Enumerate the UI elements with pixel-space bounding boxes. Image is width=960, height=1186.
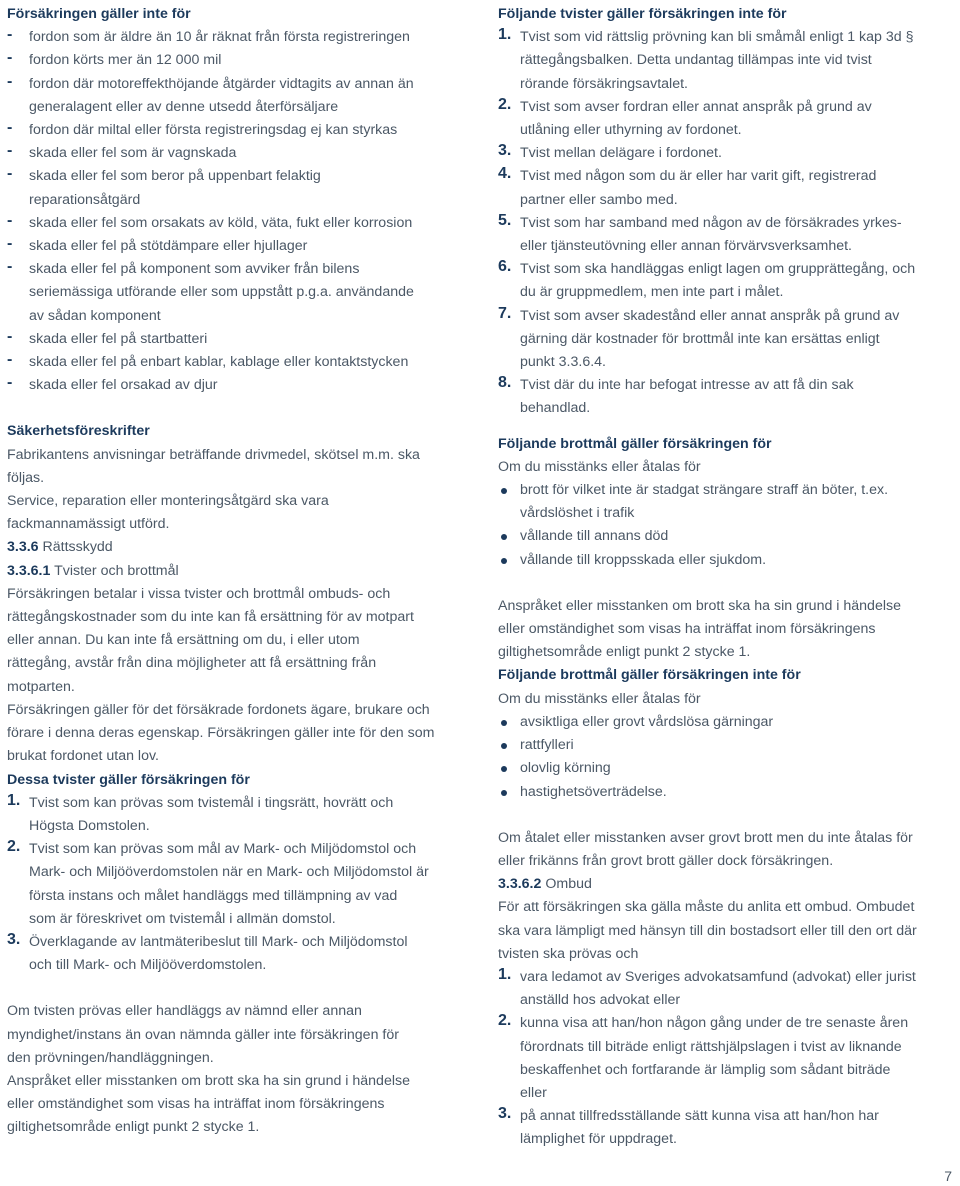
list-item	[7, 119, 475, 142]
dash-marker: -	[7, 327, 13, 345]
list-item	[7, 351, 475, 374]
list-item-text: skada eller fel som orsakats av köld, väta, fukt eller korrosion	[29, 214, 413, 231]
item-number: 2.	[498, 1012, 512, 1030]
paragraph-line: ska vara lämpligt med hänsyn till din bostadsort eller till den ort där	[498, 922, 917, 939]
list-item	[7, 235, 475, 258]
page-number: 7	[944, 1168, 952, 1184]
paragraph-line: förare i denna deras egenskap. Försäkringen gäller inte för den som	[7, 725, 435, 742]
list-item-text: skada eller fel orsakad av djur	[29, 377, 218, 394]
bullet-dot	[501, 534, 507, 540]
bullet-item	[498, 757, 956, 780]
paragraph-line: rättegångskostnader som du inte kan få ersättning för av motpart	[7, 609, 414, 626]
list-item-text: Överklagande av lantmäteribeslut till Mark- och Miljödomstol	[29, 933, 408, 950]
bullet-dot	[501, 720, 507, 726]
list-item-text: skada eller fel på enbart kablar, kablage eller kontaktstycken	[29, 354, 409, 371]
list-item-text: vållande till kroppsskada eller sjukdom.	[520, 551, 767, 568]
heading-exclusions: Försäkringen gäller inte för	[7, 6, 191, 22]
list-item-text: skada eller fel som beror på uppenbart felaktig	[29, 168, 321, 185]
dash-marker: -	[7, 351, 13, 369]
list-item-text: Tvist som kan prövas som mål av Mark- och Miljödomstol och	[29, 841, 417, 858]
list-item-text: hastighetsöverträdelse.	[520, 783, 667, 800]
list-item-text: Tvist mellan delägare i fordonet.	[520, 145, 722, 162]
list-item-text: första instans och målet handläggs med tillämpning av vad	[29, 887, 398, 904]
list-item-text: brott för vilket inte är stadgat strängare straff än böter, t.ex.	[520, 482, 889, 499]
numbered-item	[498, 1105, 956, 1151]
paragraph-line: eller omständighet som visas ha inträffat inom försäkringens	[498, 621, 876, 638]
paragraph-line: Fabrikantens anvisningar beträffande drivmedel, skötsel m.m. ska	[7, 446, 420, 463]
list-item-text: rörande försäkringsavtalet.	[520, 75, 688, 92]
item-number: 8.	[498, 374, 512, 392]
numbered-item	[498, 966, 956, 1012]
list-item	[7, 73, 475, 119]
numbered-item	[498, 374, 956, 420]
dash-marker: -	[7, 374, 13, 392]
list-item-text: Tvist som vid rättslig prövning kan bli småmål enligt 1 kap 3d §	[520, 29, 914, 46]
bullet-item	[498, 734, 956, 757]
list-item-text: skada eller fel som är vagnskada	[29, 145, 237, 162]
list-item-text: skada eller fel på stötdämpare eller hjullager	[29, 238, 308, 255]
numbered-item	[498, 258, 956, 304]
section-3-3-6-1	[7, 560, 475, 583]
paragraph-line: motparten.	[7, 678, 75, 695]
list-item-text: lämplighet för uppdraget.	[520, 1131, 677, 1148]
list-item	[7, 374, 475, 397]
list-item-text: Tvist där du inte har befogat intresse av att få din sak	[520, 377, 854, 394]
list-item-text: på annat tillfredsställande sätt kunna visa att han/hon har	[520, 1108, 879, 1125]
left-column	[7, 3, 475, 1140]
list-item	[7, 258, 475, 328]
list-item-text: olovlig körning	[520, 760, 611, 777]
list-item-text: avsiktliga eller grovt vårdslösa gärningar	[520, 713, 774, 730]
paragraph-line: brukat fordonet utan lov.	[7, 748, 159, 765]
item-number: 3.	[498, 1105, 512, 1123]
list-item-text: vara ledamot av Sveriges advokatsamfund (advokat) eller jurist	[520, 968, 916, 985]
list-item-text: Tvist som avser fordran eller annat anspråk på grund av	[520, 98, 872, 115]
bullet-dot	[501, 558, 507, 564]
paragraph-line: Om åtalet eller misstanken avser grovt brott men du inte åtalas för	[498, 829, 913, 846]
list-item-text: seriemässiga utförande eller som uppstått p.g.a. användande	[29, 284, 414, 301]
dash-marker: -	[7, 26, 13, 44]
paragraph-line: följas.	[7, 469, 45, 486]
section-3-3-6	[7, 536, 475, 559]
numbered-item	[498, 26, 956, 96]
paragraph-line: För att försäkringen ska gälla måste du anlita ett ombud. Ombudet	[498, 899, 915, 916]
item-number: 1.	[7, 791, 21, 809]
list-item-text: av sådan komponent	[29, 307, 161, 324]
section-number: 3.3.6.1	[7, 562, 51, 579]
paragraph-line: Försäkringen gäller för det försäkrade fordonets ägare, brukare och	[7, 701, 430, 718]
list-item-text: förordnats till biträde enligt rättshjälpslagen i tvist av liknande	[520, 1038, 902, 1055]
list-item	[7, 328, 475, 351]
paragraph-line: Anspråket eller misstanken om brott ska ha sin grund i händelse	[498, 597, 901, 614]
list-item-text: Tvist med någon som du är eller har varit gift, registrerad	[520, 168, 877, 185]
list-item-text: anställd hos advokat eller	[520, 992, 681, 1009]
paragraph-line: Om du misstänks eller åtalas för	[498, 690, 701, 707]
list-item-text: eller tjänsteutövning eller annan förvärvsverksamhet.	[520, 238, 852, 255]
item-number: 7.	[498, 304, 512, 322]
dash-marker: -	[7, 72, 13, 90]
list-item-text: vållande till annans död	[520, 528, 669, 545]
bullet-item	[498, 479, 956, 525]
item-number: 2.	[7, 838, 21, 856]
numbered-item	[498, 96, 956, 142]
list-item-text: fordon som är äldre än 10 år räknat från första registreringen	[29, 29, 410, 46]
dash-marker: -	[7, 165, 13, 183]
list-item	[7, 49, 475, 72]
paragraph-line: giltighetsområde enligt punkt 2 stycke 1.	[7, 1119, 260, 1136]
list-item-text: som är föreskrivet om tvistemål i allmän domstol.	[29, 910, 336, 927]
section-title: Rättsskydd	[42, 539, 113, 556]
paragraph-line: Service, reparation eller monteringsåtgärd ska vara	[7, 493, 329, 510]
paragraph-line: den prövningen/handläggningen.	[7, 1049, 214, 1066]
list-item-text: behandlad.	[520, 400, 591, 417]
list-item-text: rättegångsbalken. Detta undantag tillämpas inte vid tvist	[520, 52, 872, 69]
heading-safety: Säkerhetsföreskrifter	[7, 423, 150, 440]
dash-marker: -	[7, 235, 13, 253]
numbered-item	[498, 212, 956, 258]
dash-marker: -	[7, 258, 13, 276]
heading-excluded-crimes: Följande brottmål gäller försäkringen inte för	[498, 667, 801, 684]
dash-marker: -	[7, 142, 13, 160]
item-number: 3.	[498, 142, 512, 160]
bullet-dot	[501, 766, 507, 772]
paragraph-line: Om tvisten prövas eller handläggs av nämnd eller annan	[7, 1003, 362, 1020]
list-item-text: generalagent eller av denne utsedd återförsäljare	[29, 98, 339, 115]
list-item-text: fordon där motoreffekthöjande åtgärder vidtagits av annan än	[29, 75, 414, 92]
list-item-text: partner eller sambo med.	[520, 191, 678, 208]
heading-covered-crimes: Följande brottmål gäller försäkringen för	[498, 435, 772, 452]
list-item-text: Högsta Domstolen.	[29, 817, 150, 834]
paragraph-line: rättegång, avstår från dina möjligheter att få ersättning från	[7, 655, 377, 672]
paragraph-line: giltighetsområde enligt punkt 2 stycke 1.	[498, 644, 751, 661]
list-item	[7, 212, 475, 235]
list-item-text: och till Mark- och Miljööverdomstolen.	[29, 957, 267, 974]
list-item-text: reparationsåtgärd	[29, 191, 141, 208]
numbered-item	[7, 792, 475, 838]
paragraph-line: Anspråket eller misstanken om brott ska ha sin grund i händelse	[7, 1072, 410, 1089]
list-item-text: skada eller fel på komponent som avviker från bilens	[29, 261, 360, 278]
exclusion-list	[7, 26, 475, 397]
list-item-text: vårdslöshet i trafik	[520, 505, 635, 522]
paragraph-line: myndighet/instans än ovan nämnda gäller inte försäkringen för	[7, 1026, 399, 1043]
paragraph-line: eller omständighet som visas ha inträffat inom försäkringens	[7, 1096, 385, 1113]
list-item-text: Tvist som avser skadestånd eller annat anspråk på grund av	[520, 307, 900, 324]
list-item-text: rattfylleri	[520, 737, 574, 754]
bullet-item	[498, 549, 956, 572]
list-item-text: Tvist som ska handläggas enligt lagen om grupprättegång, och	[520, 261, 916, 278]
numbered-item	[7, 838, 475, 931]
right-column	[498, 3, 956, 1152]
list-item-text: skada eller fel på startbatteri	[29, 330, 208, 347]
dash-marker: -	[7, 119, 13, 137]
section-3-3-6-2	[498, 873, 956, 896]
section-number: 3.3.6.2	[498, 876, 542, 893]
numbered-item	[498, 305, 956, 375]
item-number: 4.	[498, 165, 512, 183]
item-number: 1.	[498, 26, 512, 44]
list-item-text: Mark- och Miljööverdomstolen när en Mark- och Miljödomstol är	[29, 864, 429, 881]
numbered-item	[498, 142, 956, 165]
item-number: 6.	[498, 258, 512, 276]
numbered-item	[498, 165, 956, 211]
list-item-text: Tvist som har samband med någon av de försäkrades yrkes-	[520, 214, 902, 231]
paragraph-line: fackmannamässigt utförd.	[7, 516, 170, 533]
list-item	[7, 26, 475, 49]
bullet-item	[498, 525, 956, 548]
dash-marker: -	[7, 49, 13, 67]
item-number: 5.	[498, 211, 512, 229]
paragraph-line: tvisten ska prövas och	[498, 945, 639, 962]
item-number: 2.	[498, 95, 512, 113]
section-title: Ombud	[545, 876, 592, 893]
paragraph-line: eller frikänns från grovt brott gäller dock försäkringen.	[498, 852, 834, 869]
bullet-item	[498, 711, 956, 734]
list-item-text: punkt 3.3.6.4.	[520, 354, 606, 371]
bullet-dot	[501, 743, 507, 749]
bullet-dot	[501, 790, 507, 796]
paragraph-line: Försäkringen betalar i vissa tvister och brottmål ombuds- och	[7, 585, 391, 602]
numbered-item	[7, 931, 475, 977]
list-item	[7, 165, 475, 211]
paragraph-line: eller annan. Du kan inte få ersättning om du, i eller utom	[7, 632, 360, 649]
list-item-text: Tvist som kan prövas som tvistemål i tingsrätt, hovrätt och	[29, 794, 394, 811]
list-item	[7, 142, 475, 165]
list-item-text: gärning där kostnader för brottmål inte kan ersättas enligt	[520, 330, 880, 347]
item-number: 3.	[7, 930, 21, 948]
heading-covered-disputes: Dessa tvister gäller försäkringen för	[7, 771, 250, 788]
list-item-text: fordon där miltal eller första registreringsdag ej kan styrkas	[29, 122, 398, 139]
paragraph-line: Om du misstänks eller åtalas för	[498, 458, 701, 475]
section-title: Tvister och brottmål	[54, 562, 179, 579]
list-item-text: kunna visa att han/hon någon gång under de tre senaste åren	[520, 1015, 909, 1032]
section-number: 3.3.6	[7, 539, 39, 556]
dash-marker: -	[7, 211, 13, 229]
list-item-text: beskaffenhet och fortfarande är lämplig som sådant biträde	[520, 1061, 891, 1078]
list-item-text: eller	[520, 1084, 547, 1101]
bullet-item	[498, 781, 956, 804]
list-item-text: utlåning eller uthyrning av fordonet.	[520, 122, 742, 139]
bullet-dot	[501, 488, 507, 494]
numbered-item	[498, 1012, 956, 1105]
heading-excluded-disputes: Följande tvister gäller försäkringen inte för	[498, 6, 787, 22]
list-item-text: fordon körts mer än 12 000 mil	[29, 52, 222, 69]
list-item-text: du är gruppmedlem, men inte part i målet.	[520, 284, 784, 301]
item-number: 1.	[498, 965, 512, 983]
